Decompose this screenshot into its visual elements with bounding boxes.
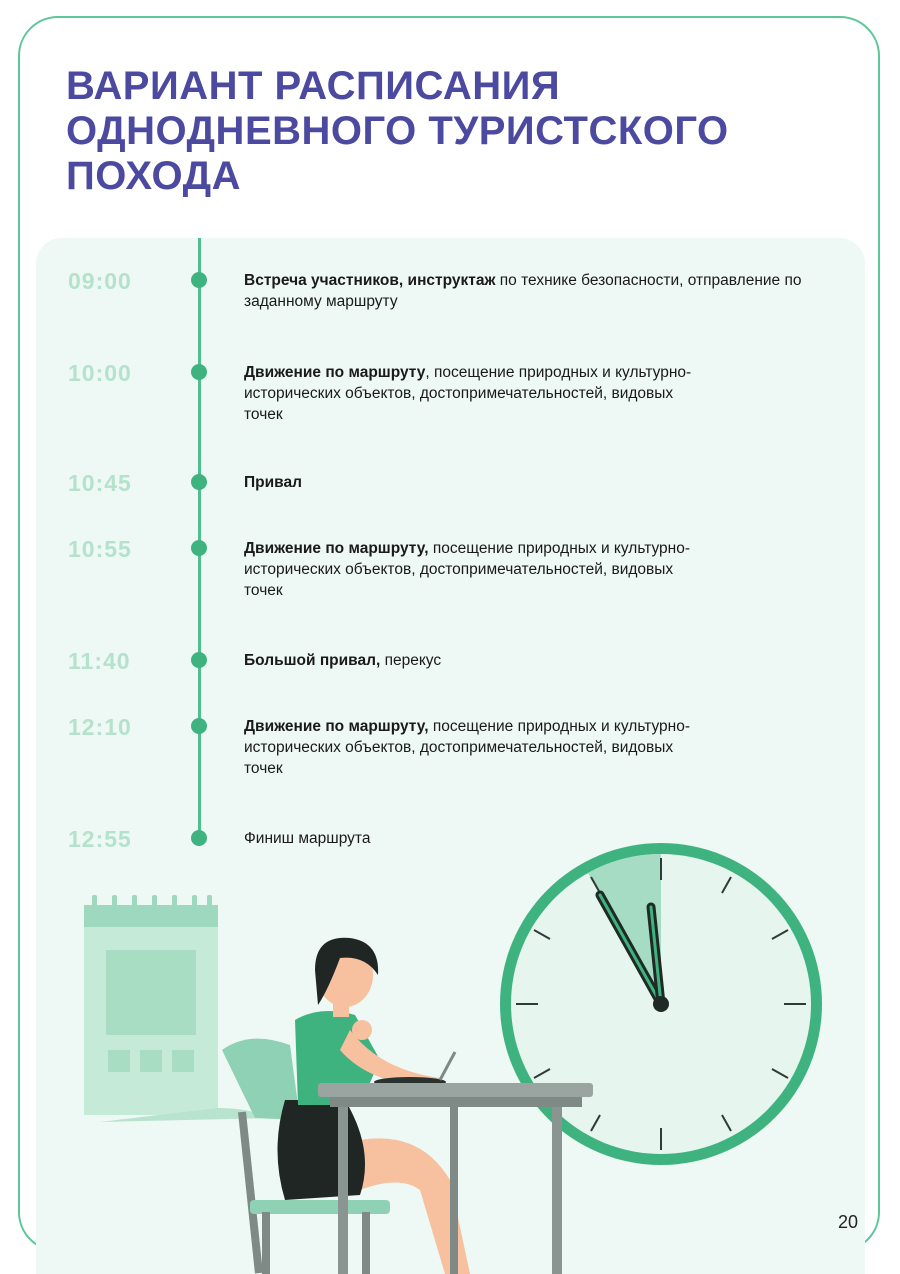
schedule-bold: Движение по маршруту, xyxy=(244,540,429,557)
schedule-text: посещение природных и культурно-исторических объектов, достопримечательностей, видовых точек xyxy=(244,540,691,599)
schedule-text: перекус xyxy=(380,652,442,669)
schedule-bold: Движение по маршруту, xyxy=(244,718,429,735)
schedule-bold: Встреча участников, инструктаж xyxy=(244,272,496,289)
schedule-bold: Движение по маршруту xyxy=(244,364,426,381)
page-number: 20 xyxy=(838,1212,859,1232)
schedule-time: 10:55 xyxy=(68,536,132,562)
schedule-text: по технике безопасности, отправление по заданному маршруту xyxy=(244,272,802,310)
schedule-time: 12:10 xyxy=(68,714,132,740)
schedule-text: Финиш маршрута xyxy=(244,830,371,847)
schedule-bold: Большой привал, xyxy=(244,652,381,669)
clock-icon xyxy=(500,843,822,1165)
schedule-bold: Привал xyxy=(244,474,302,491)
schedule-text: , посещение природных и культурно-исторических объектов, достопримечательностей, видовых точек xyxy=(244,364,692,423)
schedule-time: 12:55 xyxy=(68,826,132,852)
schedule-time: 10:45 xyxy=(68,470,132,496)
schedule-time: 11:40 xyxy=(68,648,131,674)
schedule-time: 09:00 xyxy=(68,268,132,294)
schedule-text: посещение природных и культурно-исторических объектов, достопримечательностей, видовых точек xyxy=(244,718,691,777)
schedule-time: 10:00 xyxy=(68,360,132,386)
page-title: ВАРИАНТ РАСПИСАНИЯ ОДНОДНЕВНОГО ТУРИСТСКОГО ПОХОДА xyxy=(66,64,729,198)
